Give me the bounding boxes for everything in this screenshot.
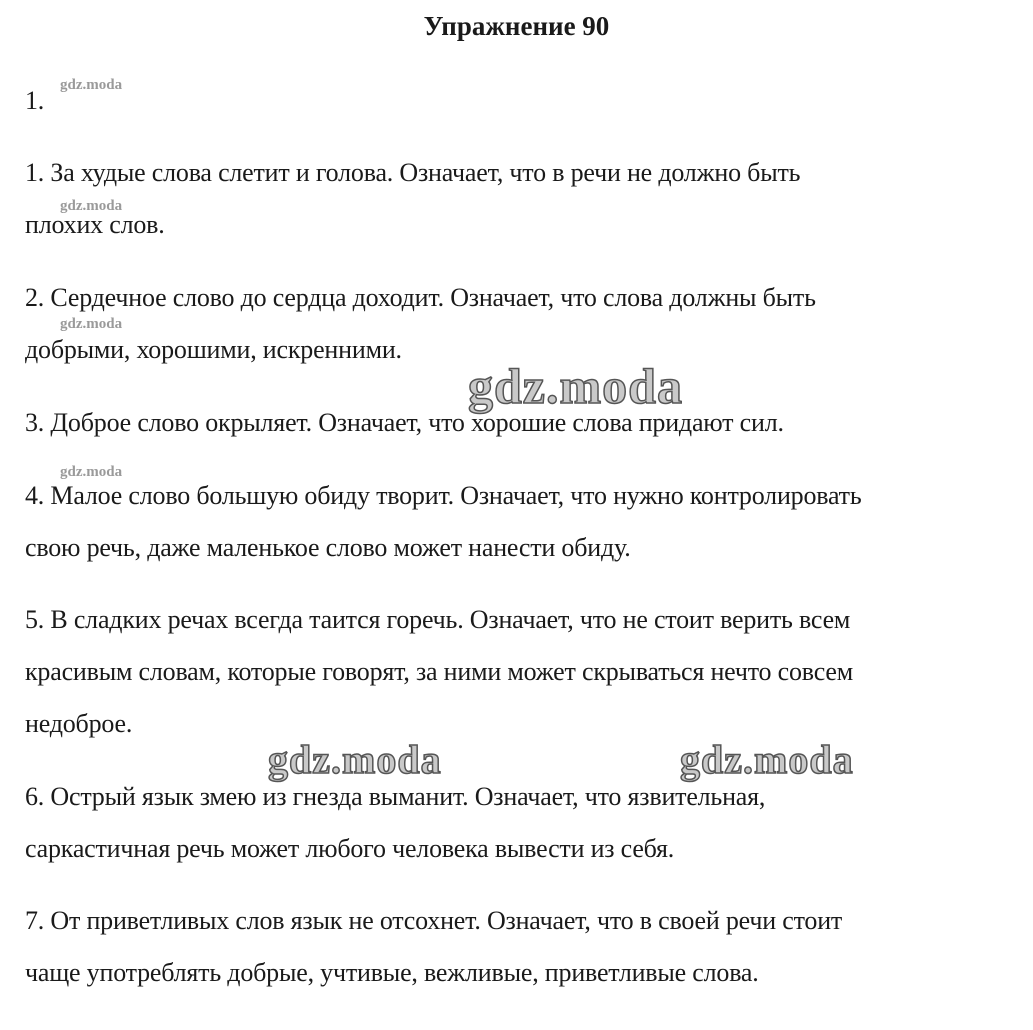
text-line: 1. За худые слова слетит и голова. Означает, что в речи не должно быть xyxy=(25,158,801,187)
text-line: недоброе. xyxy=(25,709,133,738)
text-line: чаще употреблять добрые, учтивые, вежливые, приветливые слова. xyxy=(25,958,759,987)
watermark-large: gdz.moda xyxy=(268,737,442,782)
watermark-large: gdz.moda xyxy=(680,737,854,782)
watermark-small: gdz.moda xyxy=(60,464,123,480)
text-line: 2. Сердечное слово до сердца доходит. Означает, что слова должны быть xyxy=(25,283,816,312)
text-line: красивым словам, которые говорят, за ними может скрываться нечто совсем xyxy=(25,657,853,686)
text-line: 5. В сладких речах всегда таится горечь. Означает, что не стоит верить всем xyxy=(25,605,851,634)
text-line: 4. Малое слово большую обиду творит. Означает, что нужно контролировать xyxy=(25,481,862,510)
exercise-title: Упражнение 90 xyxy=(423,11,610,41)
text-line: 7. От приветливых слов язык не отсохнет. Означает, что в своей речи стоит xyxy=(25,906,843,935)
watermark-small: gdz.moda xyxy=(60,77,123,93)
text-line: свою речь, даже маленькое слово может нанести обиду. xyxy=(25,533,631,562)
text-line: саркастичная речь может любого человека вывести из себя. xyxy=(25,834,675,863)
text-line: плохих слов. xyxy=(25,210,165,239)
text-line: 6. Острый язык змею из гнезда выманит. Означает, что язвительная, xyxy=(25,782,766,811)
intro-number: 1. xyxy=(25,86,45,115)
text-line: добрыми, хорошими, искренними. xyxy=(25,335,402,364)
text-line: 3. Доброе слово окрыляет. Означает, что хорошие слова придают сил. xyxy=(25,408,784,437)
watermark-small: gdz.moda xyxy=(60,198,123,214)
watermark-large: gdz.moda xyxy=(468,358,683,414)
watermark-small: gdz.moda xyxy=(60,316,123,332)
